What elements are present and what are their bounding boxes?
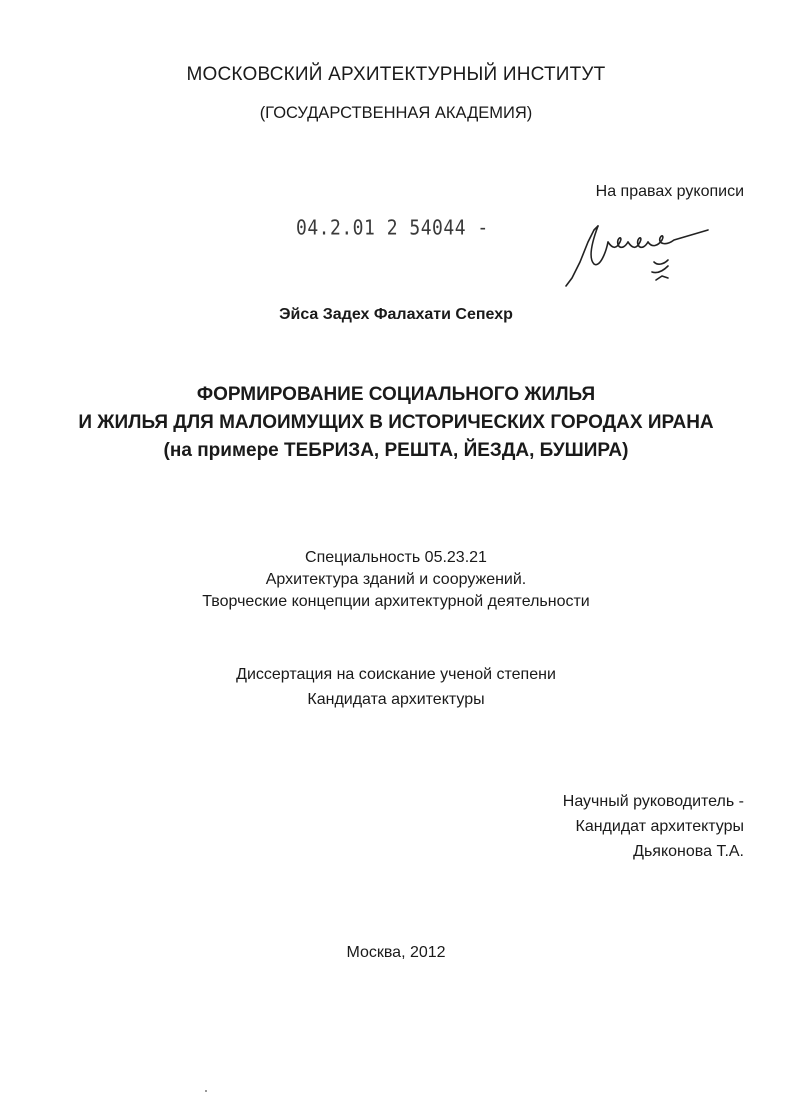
supervisor-role: Научный руководитель - bbox=[562, 793, 744, 810]
specialty-code: Специальность 05.23.21 bbox=[305, 549, 487, 566]
dissertation-title-line-3: (на примере ТЕБРИЗА, РЕШТА, ЙЕЗДА, БУШИРА) bbox=[163, 440, 629, 461]
degree-name: Кандидата архитектуры bbox=[307, 691, 485, 708]
manuscript-rights-note: На правах рукописи bbox=[595, 183, 744, 200]
dissertation-title-line-2: И ЖИЛЬЯ ДЛЯ МАЛОИМУЩИХ В ИСТОРИЧЕСКИХ ГОРОДАХ ИРАНА bbox=[78, 412, 714, 433]
supervisor-degree: Кандидат архитектуры bbox=[575, 818, 744, 835]
specialty-field: Архитектура зданий и сооружений. bbox=[265, 571, 527, 588]
author-signature bbox=[558, 212, 718, 296]
author-name: Эйса Задех Фалахати Сепехр bbox=[279, 306, 513, 323]
library-stamp-code: 04.2.01 2 54044 - bbox=[296, 216, 489, 241]
supervisor-name: Дьяконова Т.А. bbox=[633, 843, 744, 860]
scan-speck bbox=[205, 1090, 207, 1092]
dissertation-title-line-1: ФОРМИРОВАНИЕ СОЦИАЛЬНОГО ЖИЛЬЯ bbox=[196, 384, 596, 405]
specialty-subfield: Творческие концепции архитектурной деятельности bbox=[202, 593, 590, 610]
city-and-year: Москва, 2012 bbox=[346, 944, 446, 961]
institute-name: МОСКОВСКИЙ АРХИТЕКТУРНЫЙ ИНСТИТУТ bbox=[186, 64, 606, 85]
academy-name: (ГОСУДАРСТВЕННАЯ АКАДЕМИЯ) bbox=[259, 104, 533, 122]
degree-purpose: Диссертация на соискание ученой степени bbox=[236, 666, 556, 683]
